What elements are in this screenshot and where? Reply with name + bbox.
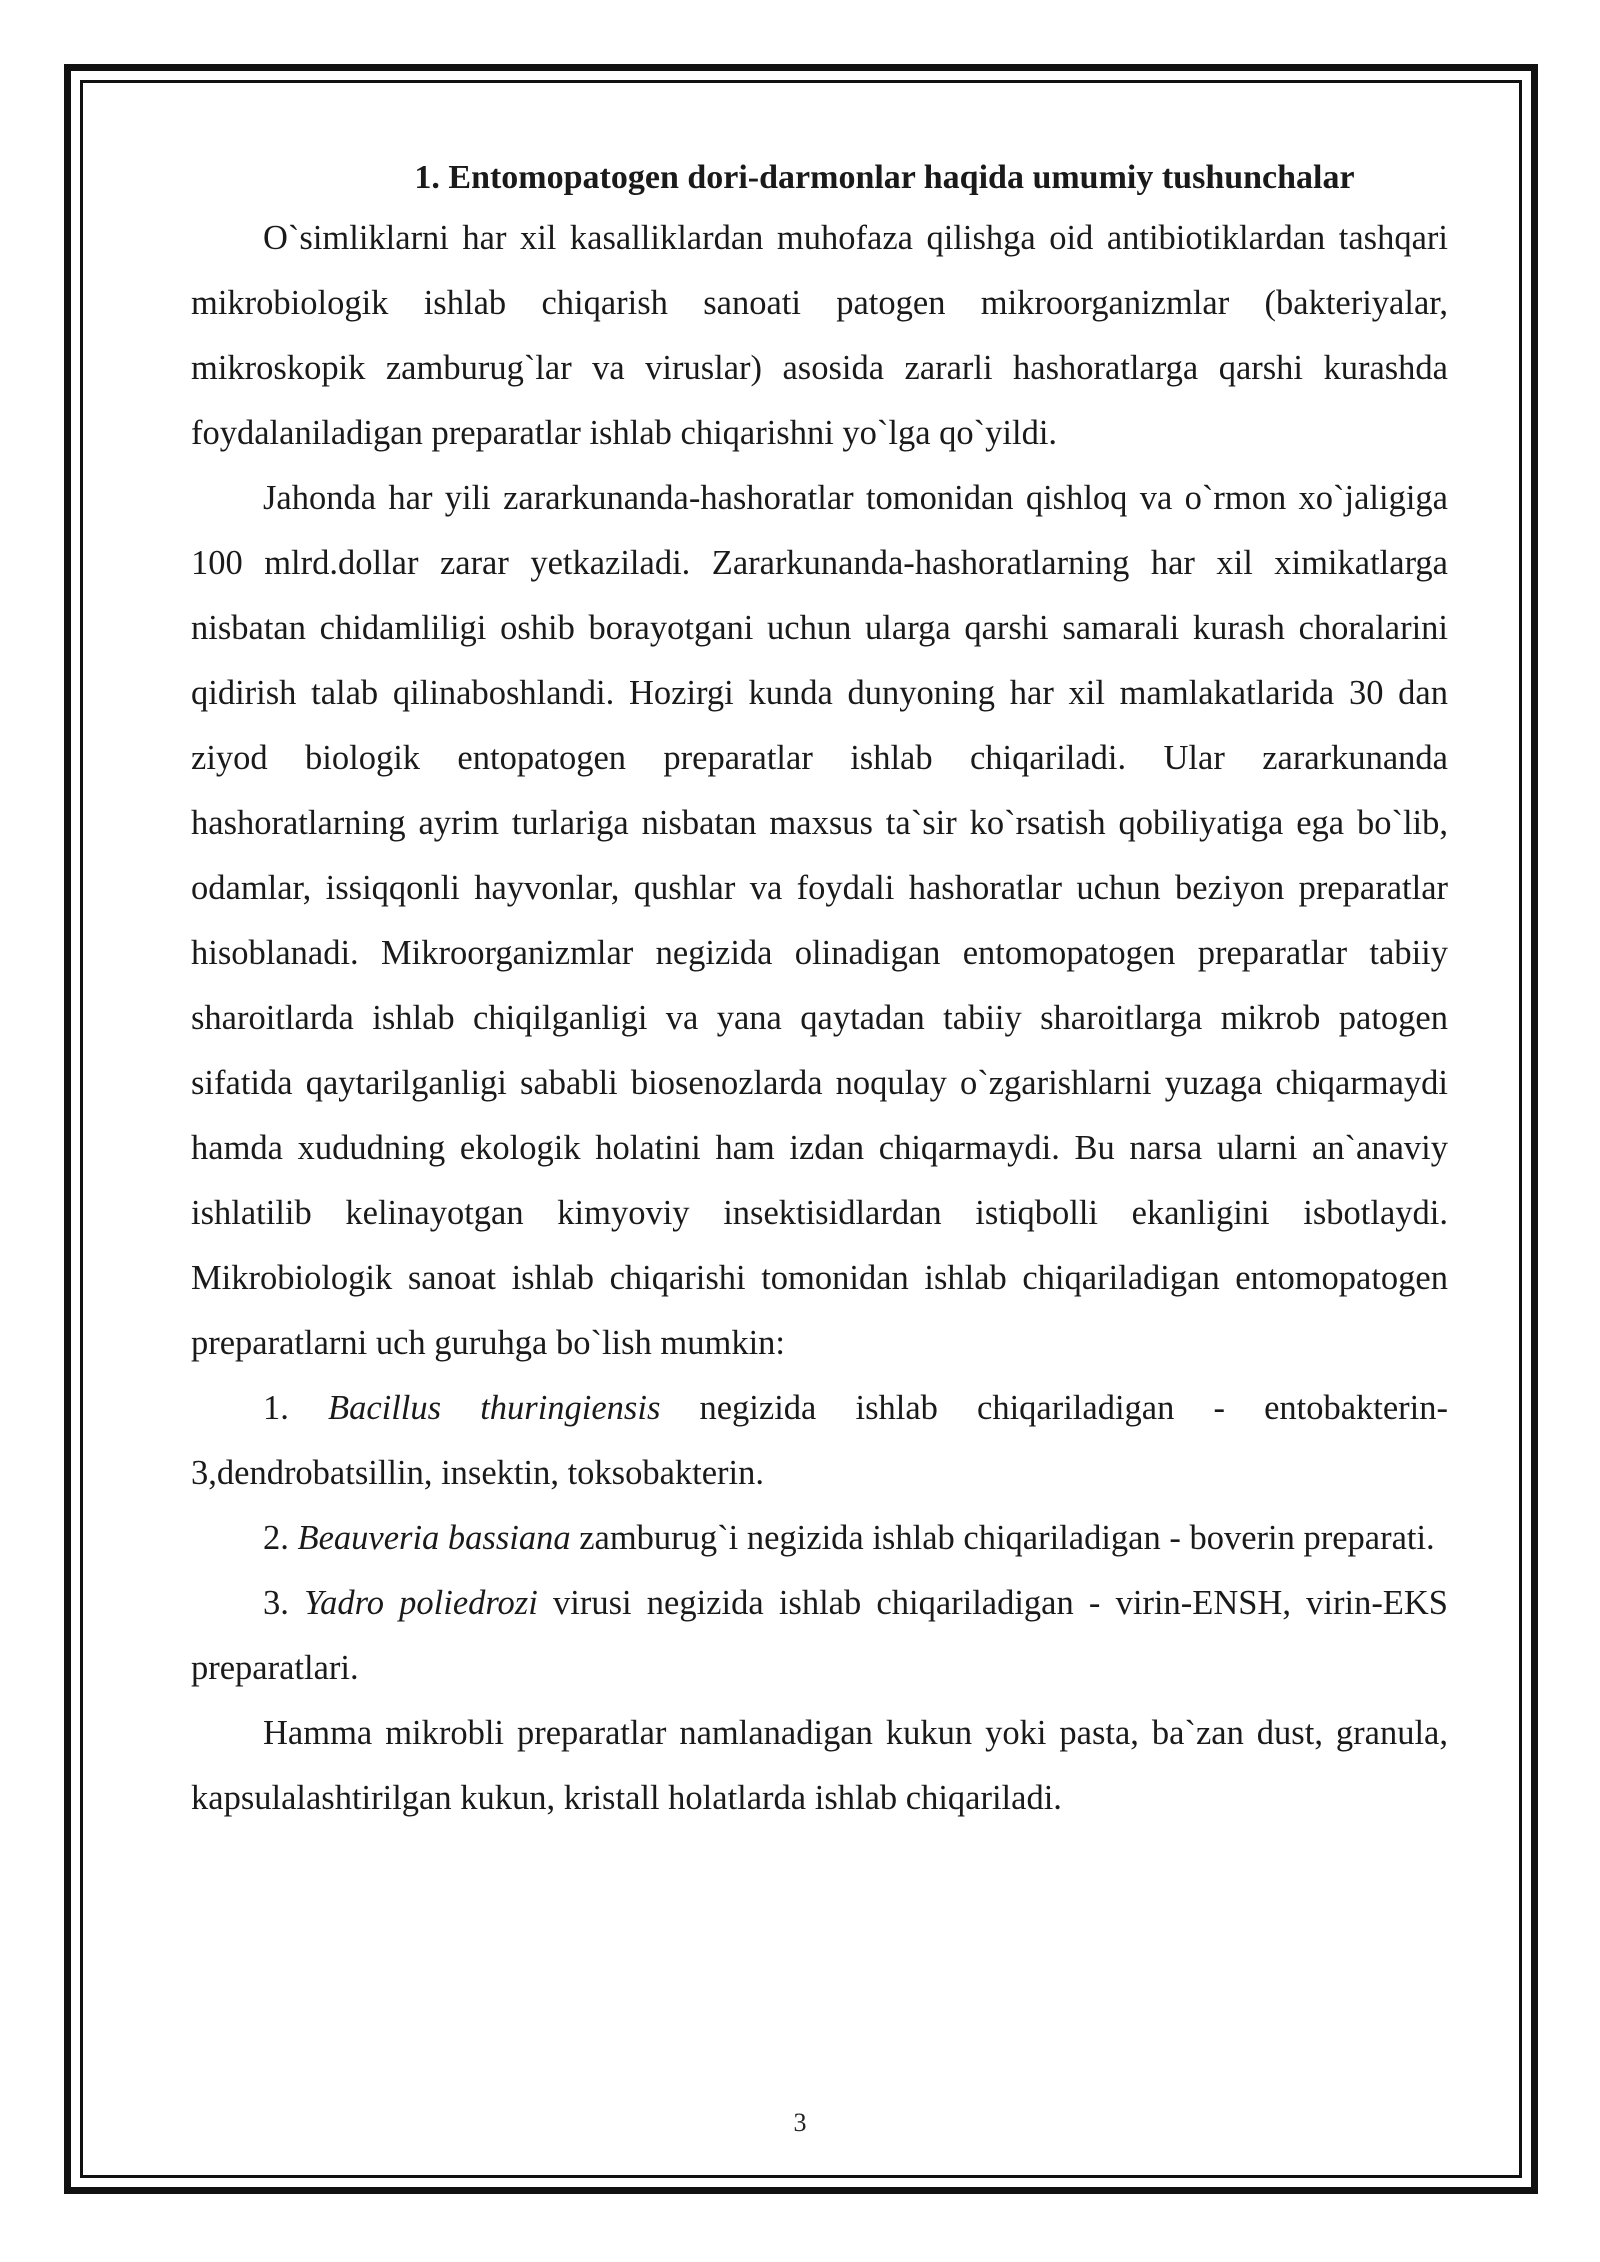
list-item-text: zamburug`i negizida ishlab chiqariladigan - boverin preparati. — [570, 1519, 1435, 1557]
section-heading: 1. Entomopatogen dori-darmonlar haqida umumiy tushunchalar — [414, 159, 1355, 196]
list-item-1 — [191, 1376, 1448, 1506]
list-item-3 — [191, 1571, 1448, 1701]
list-item-number: 2. — [263, 1519, 298, 1557]
species-name: Beauveria bassiana — [297, 1519, 571, 1557]
species-name: Bacillus thuringiensis — [328, 1389, 661, 1427]
list-item-text: virusi negizida ishlab chiqariladigan - virin-ENSH, virin-EKS preparatlari. — [191, 1584, 1448, 1687]
paragraph-intro: O`simliklarni har xil kasalliklardan muhofaza qilishga oid antibiotiklardan tashqari mikrobiologik ishlab chiqarish sanoati patogen mikroorganizmlar (bakteriyalar, mikroskopik zamburug`lar va viruslar) asosida zararli hashoratlarga qarshi kurashda foydalaniladigan preparatlar ishlab chiqarishni yo`lga qo`yildi. — [191, 219, 1448, 452]
paragraph-closing: Hamma mikrobli preparatlar namlanadigan kukun yoki pasta, ba`zan dust, granula, kapsulalashtirilgan kukun, kristall holatlarda ishlab chiqariladi. — [191, 1714, 1448, 1817]
species-name: Yadro poliedrozi — [304, 1584, 538, 1622]
list-item-number: 1. — [263, 1389, 328, 1427]
list-item-text: negizida ishlab chiqariladigan - entobakterin-3,dendrobatsillin, insektin, toksobakterin. — [191, 1389, 1448, 1492]
page-number: 3 — [793, 2108, 807, 2137]
list-item-2 — [191, 1506, 1448, 1571]
list-item-number: 3. — [263, 1584, 305, 1622]
paragraph-main: Jahonda har yili zararkunanda-hashoratlar tomonidan qishloq va o`rmon xo`jaligiga 100 mlrd.dollar zarar yetkaziladi. Zararkunanda-hashoratlarning har xil ximikatlarga nisbatan chidamliligi oshib borayotgani uchun ularga qarshi samarali kurash choralarini qidirish talab qilinaboshlandi. Hozirgi kunda dunyoning har xil mamlakatlarida 30 dan ziyod biologik entopatogen preparatlar ishlab chiqariladi. Ular zararkunanda hashoratlarning ayrim turlariga nisbatan maxsus ta`sir ko`rsatish qobiliyatiga ega bo`lib, odamlar, issiqqonli hayvonlar, qushlar va foydali hashoratlar uchun beziyon preparatlar hisoblanadi. Mikroorganizmlar negizida olinadigan entomopatogen preparatlar tabiiy sharoitlarda ishlab chiqilganligi va yana qaytadan tabiiy sharoitlarga mikrob patogen sifatida qaytarilganligi sababli biosenozlarda noqulay o`zgarishlarni yuzaga chiqarmaydi hamda xududning ekologik holatini ham izdan chiqarmaydi. Bu narsa ularni an`anaviy ishlatilib kelinayotgan kimyoviy insektisidlardan istiqbolli ekanligini isbotlaydi. Mikrobiologik sanoat ishlab chiqarishi tomonidan ishlab chiqariladigan entomopatogen preparatlarni uch guruhga bo`lish mumkin: — [191, 479, 1448, 1362]
document-body — [191, 150, 1448, 1831]
